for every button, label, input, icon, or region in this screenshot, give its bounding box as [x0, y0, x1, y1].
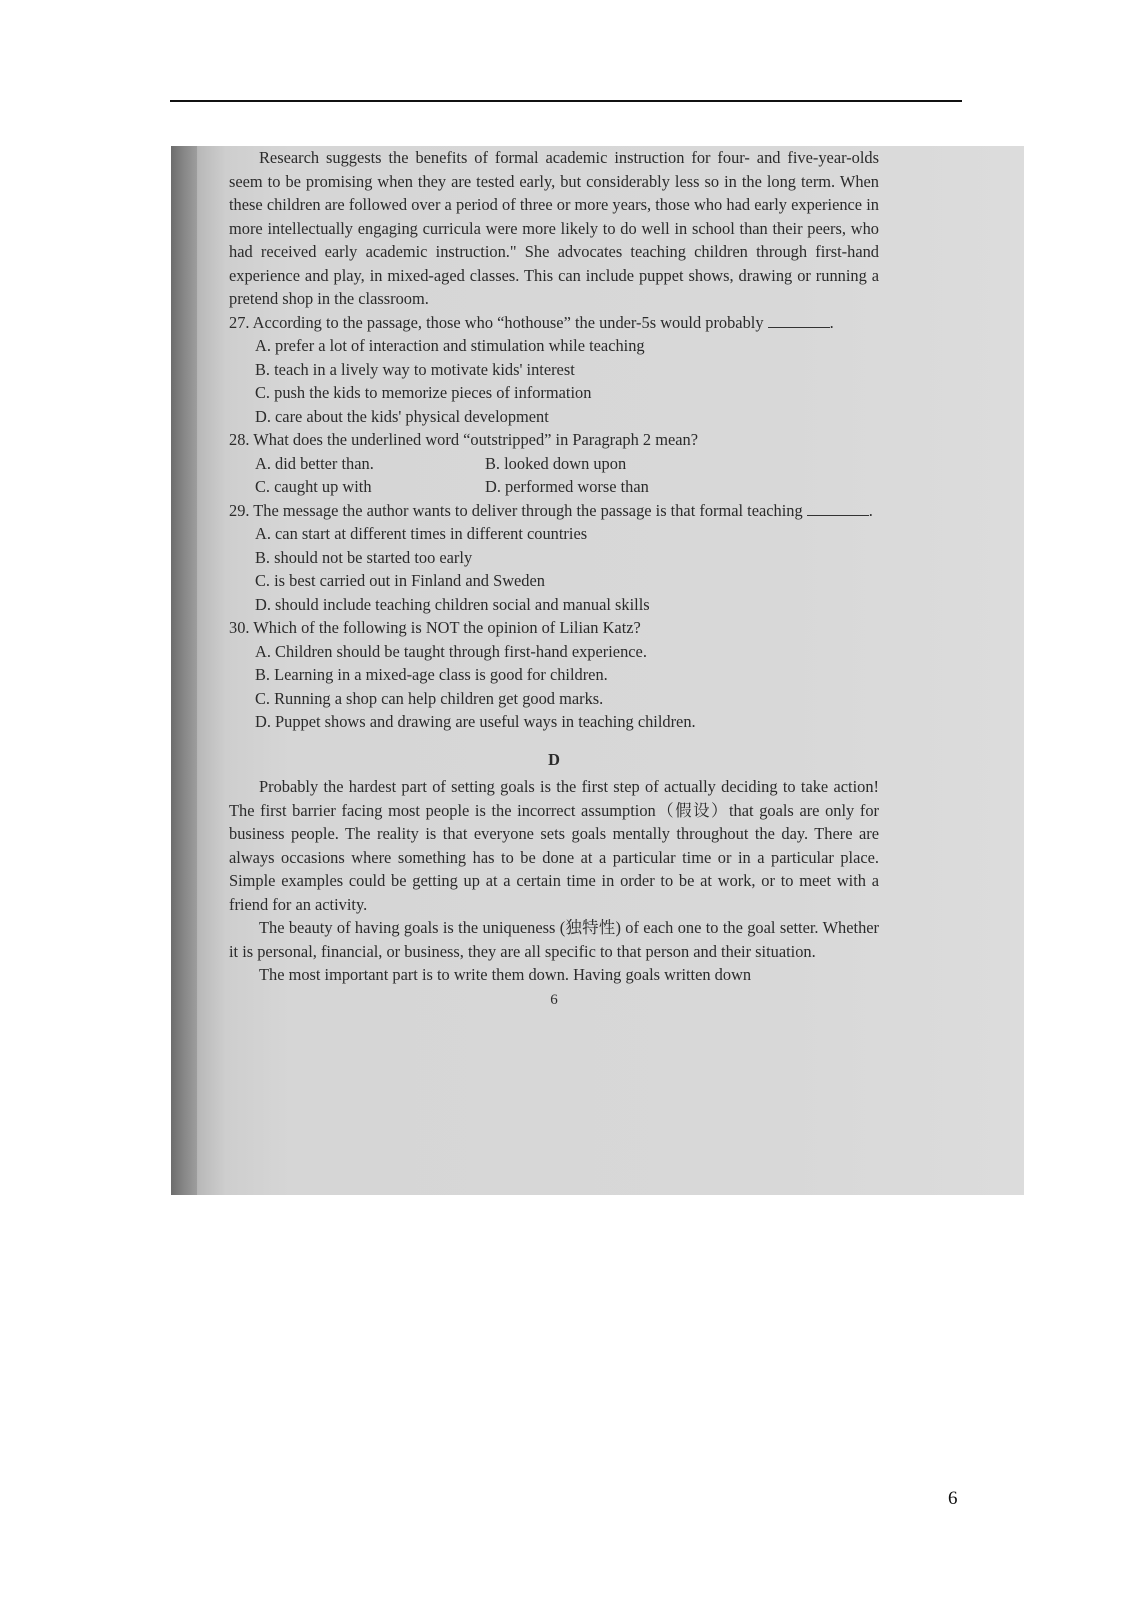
question-27 [229, 311, 879, 429]
header-rule [170, 100, 962, 102]
options-row [255, 452, 879, 476]
option-d: D. care about the kids' physical development [255, 406, 549, 426]
answer-blank [768, 313, 830, 328]
option-a: A. prefer a lot of interaction and stimulation while teaching [255, 336, 645, 355]
option-d: D. Puppet shows and drawing are useful ways in teaching children. [255, 712, 696, 731]
photo-page-number: 6 [550, 991, 558, 1008]
option-c: C. caught up with [255, 477, 372, 496]
option-c: C. is best carried out in Finland and Sweden [255, 571, 545, 590]
option-b: B. Learning in a mixed-age class is good for children. [255, 665, 608, 684]
photo-text-area [229, 146, 879, 1027]
passage-c-paragraph: Research suggests the benefits of formal academic instruction for four- and five-year-olds seem to be promising when they are tested early, but considerably less so in the long term. When these children are followed over a period of three or more years, those who had early experience in more intellectually engaging curricula were more likely to do well in school than their peers, who had received early academic instruction." She advocates teaching children through first-hand experience and play, in mixed-aged classes. This can include puppet shows, drawing or running a pretend shop in the classroom. [229, 148, 879, 308]
question-stem: 27. According to the passage, those who “hothouse” the under-5s would probably . [229, 312, 834, 332]
options-row [255, 475, 879, 499]
passage-d-paragraph: The beauty of having goals is the uniqueness (独特性) of each one to the goal setter. Whether it is personal, financial, or business, they are all specific to that person and their situation. [229, 918, 879, 961]
section-heading: D [548, 749, 560, 769]
option-a: A. can start at different times in different countries [255, 524, 588, 543]
option-b: B. teach in a lively way to motivate kids' interest [255, 359, 575, 379]
option-d: D. performed worse than [485, 477, 649, 496]
question-stem: 28. What does the underlined word “outstripped” in Paragraph 2 mean? [229, 430, 698, 449]
option-b: B. should not be started too early [255, 547, 473, 567]
page-number: 6 [948, 1488, 958, 1509]
answer-blank [807, 501, 869, 516]
scanned-page-photo [171, 146, 1024, 1195]
question-29 [229, 499, 879, 617]
binding-shadow [171, 146, 197, 1195]
question-30 [229, 616, 879, 734]
question-stem: 30. Which of the following is NOT the opinion of Lilian Katz? [229, 618, 641, 637]
option-a: A. Children should be taught through first-hand experience. [255, 641, 647, 661]
option-c: C. push the kids to memorize pieces of information [255, 383, 592, 402]
passage-d-paragraph: Probably the hardest part of setting goals is the first step of actually deciding to take action! The first barrier facing most people is the incorrect assumption（假设）that goals are only for business people. The reality is that everyone sets goals mentally throughout the day. There are always occasions where something has to be done at a particular time or in a particular place. Simple examples could be getting up at a certain time in order to be at work, or to meet with a friend for an activity. [229, 777, 879, 914]
question-28 [229, 428, 879, 499]
option-d: D. should include teaching children social and manual skills [255, 594, 650, 614]
option-c: C. Running a shop can help children get good marks. [255, 688, 604, 708]
option-a: A. did better than. [255, 453, 374, 473]
passage-d-paragraph: The most important part is to write them down. Having goals written down [259, 965, 752, 984]
option-b: B. looked down upon [485, 453, 627, 473]
question-stem: 29. The message the author wants to deliver through the passage is that formal teaching . [229, 500, 873, 520]
